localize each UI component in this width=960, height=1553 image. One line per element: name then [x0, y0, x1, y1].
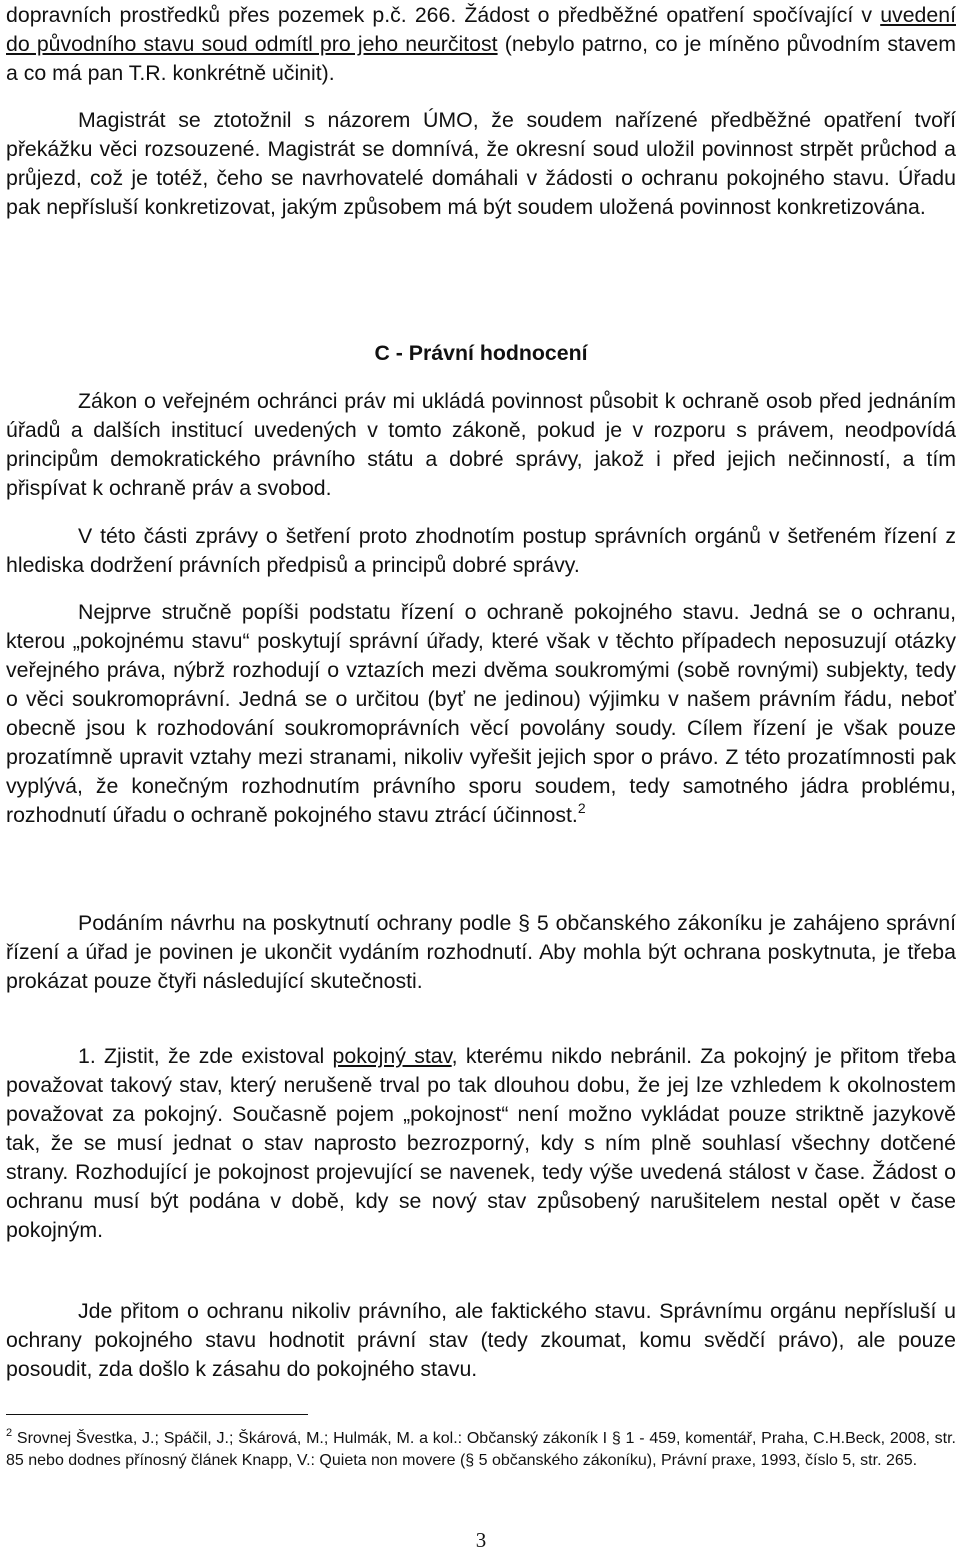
paragraph-1-tail: (nebylo patrno, co je míněno původním stavem a co má pan T.R. konkrétně učinit). — [6, 32, 956, 85]
paragraph-4: V této části zprávy o šetření proto zhodnotím postup správních orgánů v šetřeném řízení z hlediska dodržení právních předpisů a principů dobré správy. — [6, 524, 956, 577]
paragraph-7-lead: 1. Zjistit, že zde existoval — [78, 1044, 333, 1068]
footnote-reference[interactable]: 2 — [577, 800, 586, 816]
footnote-text: Srovnej Švestka, J.; Spáčil, J.; Škárová, M.; Hulmák, M. a kol.: Občanský zákoník I § 1 - 459, komentář, Praha, C.H.Beck, 2008, str. 85 nebo dodnes přínosný článek Knapp, V.: Quieta non movere (§ 5 občanského zákoníku), Právní praxe, 1993, číslo 5, str. 265. — [6, 1430, 956, 1469]
paragraph-3: Zákon o veřejném ochránci práv mi ukládá povinnost působit k ochraně osob před jednáním úřadů a dalších institucí uvedených v tomto zákoně, pokud je v rozporu s právem, neodpovídá principům demokratického právního státu a dobré správy, jakož i před jejich nečinností, a tím přispívat k ochraně práv a svobod. — [6, 389, 956, 500]
paragraph-5-text: Nejprve stručně popíši podstatu řízení o ochraně pokojného stavu. Jedná se o ochranu, kterou „pokojnému stavu“ poskytují správní úřady, které však v těchto případech neposuzují otázky veřejného práva, nýbrž rozhodují o vztazích mezi dvěma soukromými (sobě rovnými) subjekty, tedy o věci soukromoprávní. Jedná se o určitou (byť ne jedinou) výjimku v našem právním řádu, neboť obecně jsou k rozhodování soukromoprávních věcí povolány soudy. Cílem řízení je však pouze prozatímně upravit vztahy mezi stranami, nikoliv vyřešit jejich spor o právo. Z této prozatímnosti pak vyplývá, že konečným rozhodnutím právního sporu soudem, tedy samotného jádra problému, rozhodnutí úřadu o ochraně pokojného stavu ztrácí účinnost. — [6, 600, 956, 827]
paragraph-7-rest: , kterému nikdo nebránil. Za pokojný je přitom třeba považovat takový stav, který nerušeně trval po tak dlouhou dobu, že jej lze vzhledem k okolnostem považovat za pokojný. Současně pojem „pokojnost“ není možno vykládat pouze striktně jazykově tak, že se musí jednat o stav naprosto bezrozporný, kdy s ním plně souhlasí všechny dotčené strany. Rozhodující je pokojnost projevující se navenek, tedy výše uvedená stálost v čase. Žádost o ochranu musí být podána v době, kdy se nový stav způsobený narušitelem nestal opět v čase pokojným. — [6, 1044, 956, 1242]
paragraph-5 — [6, 598, 956, 830]
page-number: 3 — [475, 1528, 487, 1552]
paragraph-8: Jde přitom o ochranu nikoliv právního, ale faktického stavu. Správnímu orgánu nepřísluší u ochrany pokojného stavu hodnotit právní stav (tedy zkoumat, komu svědčí právo), ale pouze posoudit, zda došlo k zásahu do pokojného stavu. — [6, 1299, 956, 1381]
footnote — [6, 1428, 956, 1472]
paragraph-6: Podáním návrhu na poskytnutí ochrany podle § 5 občanského zákoníku je zahájeno správní řízení a úřad je povinen je ukončit vydáním rozhodnutí. Aby mohla být ochrana poskytnuta, je třeba prokázat pouze čtyři následující skutečnosti. — [6, 911, 956, 993]
paragraph-1-text: dopravních prostředků přes pozemek p.č. 266. Žádost o předběžné opatření spočívající v — [6, 3, 881, 27]
paragraph-1 — [6, 1, 956, 88]
paragraph-7-underlined: pokojný stav — [332, 1044, 452, 1068]
footnote-number: 2 — [6, 1427, 13, 1439]
footnote-divider — [6, 1414, 308, 1415]
paragraph-7 — [6, 1042, 956, 1245]
paragraph-1-underlined: uvedení do původního stavu soud odmítl pro jeho neurčitost — [6, 3, 956, 56]
section-heading: C - Právní hodnocení — [374, 341, 588, 365]
paragraph-2: Magistrát se ztotožnil s názorem ÚMO, že soudem nařízené předběžné opatření tvoří překážku věci rozsouzené. Magistrát se domnívá, že okresní soud uložil povinnost strpět průchod a průjezd, což je totéž, čeho se navrhovatelé domáhali v žádosti o ochranu pokojného stavu. Úřadu pak nepřísluší konkretizovat, jakým způsobem má být soudem uložená povinnost konkretizována. — [6, 108, 956, 219]
